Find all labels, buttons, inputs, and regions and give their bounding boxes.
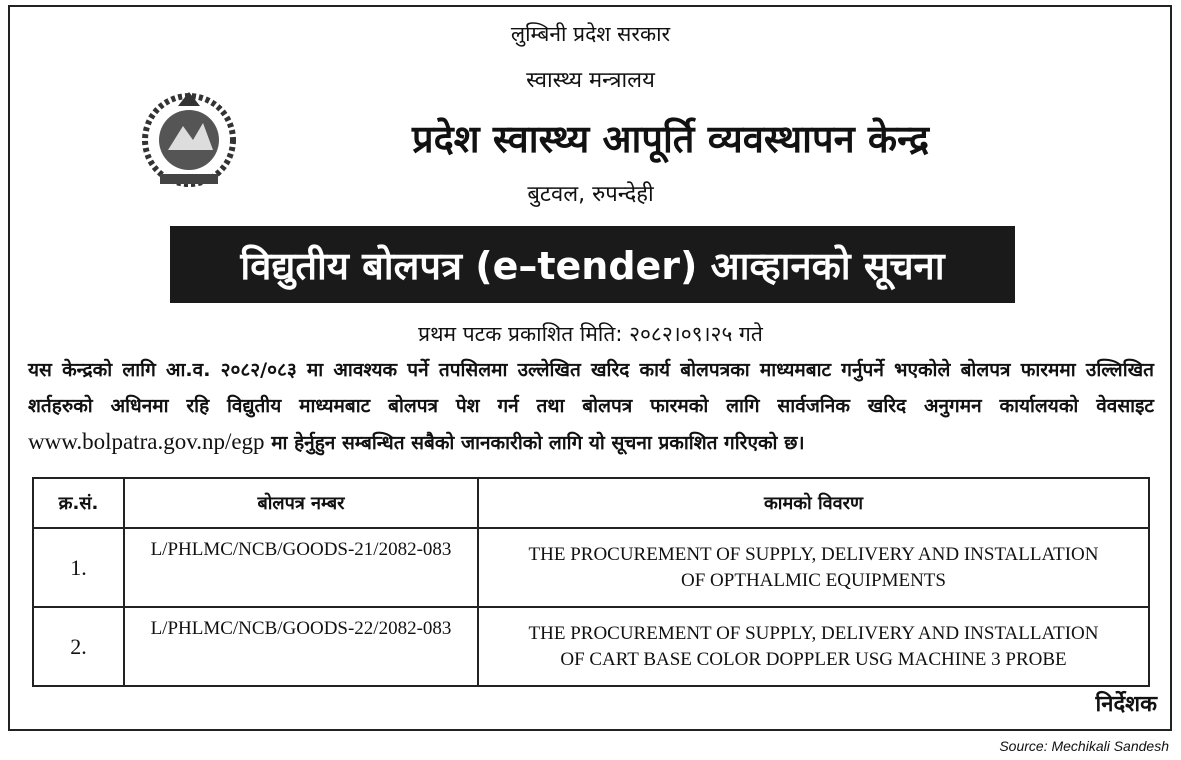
office-location: बुटवल, रुपन्देही bbox=[527, 182, 654, 207]
ministry-name: स्वास्थ्य मन्त्रालय bbox=[526, 68, 655, 93]
desc-line: THE PROCUREMENT OF SUPPLY, DELIVERY AND INSTALLATION bbox=[528, 543, 1099, 565]
header-description: कामको विवरण bbox=[478, 478, 1149, 528]
source-credit: Source: Mechikali Sandesh bbox=[999, 738, 1169, 754]
row-description bbox=[478, 528, 1149, 607]
notice-body bbox=[28, 352, 1154, 461]
desc-line: THE PROCUREMENT OF SUPPLY, DELIVERY AND INSTALLATION bbox=[528, 622, 1099, 644]
header-sn: क्र.सं. bbox=[33, 478, 124, 528]
body-text-start: यस केन्द्रको लागि आ.व. २०८२/०८३ मा आवश्यक पर्ने तपसिलमा उल्लेखित खरिद कार्य बोलपत्रका माध्यमबाट गर्नुपर्ने भएकोले बोलपत्र फारममा उल्लिखित शर्तहरुको अधिनमा रहि विद्युतीय माध्यमबाट बोलपत्र पेश गर्न तथा बोलपत्र फारमको लागि सार्वजनिक खरिद अनुगमन कार्यालयको वेवसाइट bbox=[28, 359, 1154, 417]
government-name: लुम्बिनी प्रदेश सरकार bbox=[510, 22, 671, 46]
office-name: प्रदेश स्वास्थ्य आपूर्ति व्यवस्थापन केन्द्र bbox=[411, 117, 930, 161]
desc-line: OF OPTHALMIC EQUIPMENTS bbox=[681, 569, 946, 591]
table-row bbox=[33, 528, 1149, 607]
row-sn: 1. bbox=[33, 528, 124, 607]
notice-title: विद्युतीय बोलपत्र (e–tender) आव्हानको सूचना bbox=[170, 226, 1015, 303]
table-header-row bbox=[33, 478, 1149, 528]
row-tender-number: L/PHLMC/NCB/GOODS-22/2082-083 bbox=[124, 607, 478, 686]
row-tender-number: L/PHLMC/NCB/GOODS-21/2082-083 bbox=[124, 528, 478, 607]
body-text-end: मा हेर्नुहुन सम्बन्धित सबैको जानकारीको लागि यो सूचना प्रकाशित गरिएको छ। bbox=[271, 432, 805, 454]
tender-table bbox=[32, 477, 1150, 687]
row-description bbox=[478, 607, 1149, 686]
header-tender-number: बोलपत्र नम्बर bbox=[124, 478, 478, 528]
desc-line: OF CART BASE COLOR DOPPLER USG MACHINE 3 PROBE bbox=[560, 648, 1067, 670]
bolpatra-url-link[interactable]: www.bolpatra.gov.np/egp bbox=[28, 429, 265, 454]
publication-date: प्रथम पटक प्रकाशित मिति: २०८२।०९।२५ गते bbox=[418, 322, 763, 346]
table-row bbox=[33, 607, 1149, 686]
signatory: निर्देशक bbox=[1095, 692, 1157, 717]
row-sn: 2. bbox=[33, 607, 124, 686]
